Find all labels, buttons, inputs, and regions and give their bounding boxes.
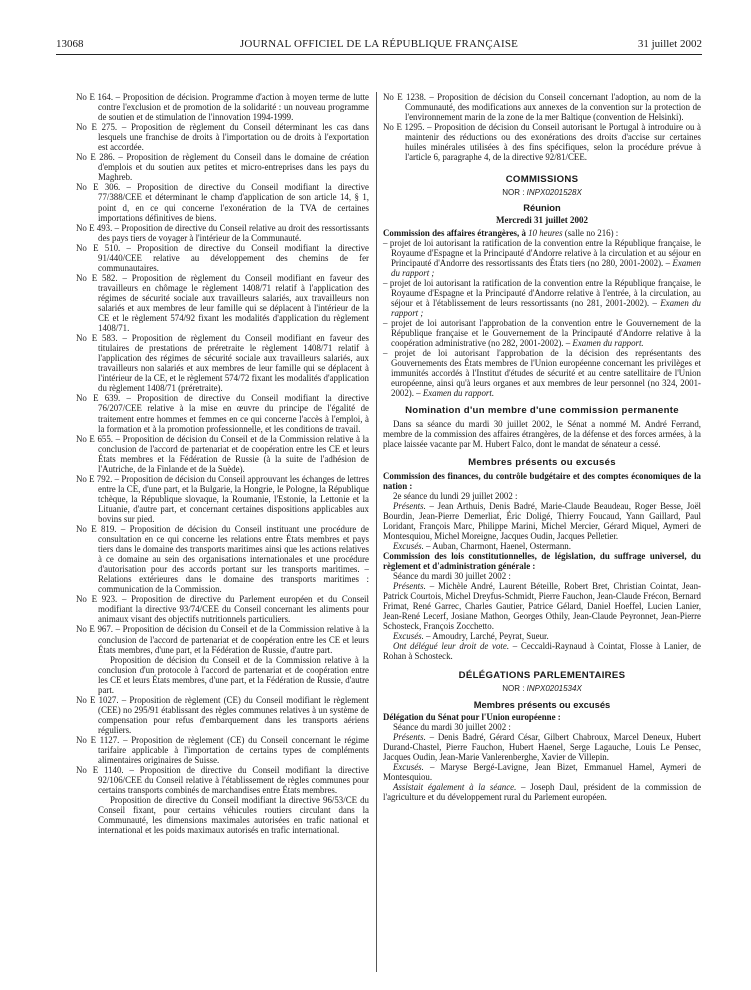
proposal-number: No E 1127. <box>76 735 120 745</box>
proposal-text: – Proposition de décision. Programme d'action à moyen terme de lutte contre l'exclusion et de promotion de la solidarité : un nouveau programme de soutien et de stimulation de l'innovation 1994-1999. <box>98 92 369 123</box>
proposal-number: No E 582. <box>76 272 118 283</box>
proposal-number: No E 655. <box>76 433 113 444</box>
proposal-number: No E 493. <box>76 222 113 233</box>
proposal-item <box>76 695 369 735</box>
membres-heading: Membres présents ou excusés <box>468 456 616 468</box>
column-divider <box>376 92 377 972</box>
lois-excuses: Excusés. – Amoudry, Larché, Peyrat, Sueur. <box>393 631 549 642</box>
issue-date: 31 juillet 2002 <box>637 38 702 50</box>
lois-presents: Présents. – Michèle André, Laurent Béteille, Robert Bret, Christian Cointat, Jean-Patrick Courtois, Michel Dreyfus-Schmidt, Pierre Fauchon, Jean-Claude Frécon, Bernard Frimat, René Garrec, Charles Gautier, Patrice Gélard, Daniel Hoeffel, Lucien Lanier, Jean-René Lecerf, Josiane Mathon, Georges Othily, Jean-Claude Peyronnet, Jean-Pierre Schosteck, François Zocchetto. <box>383 581 701 632</box>
proposal-item <box>76 152 369 182</box>
right-item-list <box>383 92 701 162</box>
proposal-text: – Proposition de décision du Conseil et de la Commission relative à la conclusion de l'accord de partenariat et de coopération entre les CE et leurs États membres et la Fédération de Russie (à la suite de l'adhésion de l'Autriche, de la Finlande et de la Suède). <box>98 433 369 474</box>
lois-seance: Séance du mardi 30 juillet 2002 : <box>393 571 511 582</box>
proposal-item <box>383 92 701 122</box>
proposal-item <box>76 735 369 765</box>
finance-commission-title: Commission des finances, du contrôle budgétaire et des comptes économiques de la nation : <box>383 470 701 491</box>
right-column <box>383 92 701 802</box>
proposal-text: – Proposition de règlement du Conseil modifiant en faveur des travailleurs en chômage le règlement 1408/71 relatif à l'application des régimes de sécurité sociale aux travailleurs salariés, aux travailleurs non salariés et aux membres de leur famille qui se déplacent à l'intérieur de la CE et le règlement 574/92 fixant les modalités d'application du règlement 1408/71. <box>98 272 369 334</box>
agenda-bullet-action: Examen du rapport ; <box>391 297 701 318</box>
proposal-number: No E 923. <box>76 594 118 605</box>
agenda-bullets <box>383 238 701 399</box>
lois-delegue: Ont délégué leur droit de vote. – Ceccaldi-Raynaud à Cointat, Flosse à Lanier, de Rohan à Schosteck. <box>383 641 701 662</box>
proposal-number: No E 1238. <box>383 92 426 102</box>
page-header <box>56 38 702 55</box>
page-number: 13068 <box>56 38 84 50</box>
proposal-number: No E 286. <box>76 152 115 163</box>
proposal-text: – Proposition de directive du Conseil modifiant la directive 91/440/CEE relative au développement des chemins de fer communautaires. <box>98 242 369 273</box>
proposal-number: No E 306. <box>76 182 121 193</box>
proposal-number: No E 819. <box>76 524 117 535</box>
proposal-item <box>76 594 369 624</box>
proposal-item <box>76 223 369 243</box>
proposal-item <box>76 273 369 333</box>
agenda-bullet <box>383 318 701 348</box>
delegation-presents: Présents. – Denis Badré, Gérard César, Gilbert Chabroux, Marcel Deneux, Hubert Durand-Chastel, Pierre Fauchon, Hubert Haenel, Serge Lagauche, Louis Le Pensec, Jacques Oudin, Jean-Marie Vanlerenberghe, Xavier de Villepin. <box>383 731 701 762</box>
proposal-item <box>76 182 369 222</box>
agenda-bullet <box>383 348 701 398</box>
lois-commission-title: Commission des lois constitutionnelles, de législation, du suffrage universel, du règlement et d'administration générale : <box>383 550 701 571</box>
delegations-nor: NOR : INPX0201534X <box>502 684 582 694</box>
proposal-number: No E 275. <box>76 122 118 133</box>
delegation-assistait: Assistait également à la séance. – Joseph Daul, président de la commission de l'agriculture et du développement rural du Parlement européen. <box>383 781 702 802</box>
proposal-item <box>76 434 369 474</box>
proposal-extra: Proposition de décision du Conseil et de la Commission relative à la conclusion d'un protocole à l'accord de partenariat et de coopération entre les CE et leurs États membres, d'une part, et la Fédération de Russie, d'autre part. <box>98 654 369 695</box>
nomination-text: Dans sa séance du mardi 30 juillet 2002, le Sénat a nommé M. André Ferrand, membre de la commission des affaires étrangères, de la défense et des forces armées, à la place laissée vacante par M. Hubert Falco, dont le mandat de sénateur a cessé. <box>383 419 701 450</box>
agenda-bullet-text: – projet de loi autorisant la ratification de la convention entre la République française, le Royaume d'Espagne et la Principauté d'Andorre relative à l'entrée, à la circulation, au séjour et à l'établissement de leurs ressortissants (no 281, 2001-2002). – <box>383 277 701 308</box>
delegations-membres-heading: Membres présents ou excusés <box>473 698 611 710</box>
proposal-text: – Proposition de règlement du Conseil déterminant les cas dans lesquels une franchise de droits à l'importation ou de droits à l'exportation est accordée. <box>98 122 369 153</box>
commissions-heading: COMMISSIONS <box>505 174 579 186</box>
proposal-text: – Proposition de directive du Conseil relative au droit des ressortissants des pays tiers de voyager à l'intérieur de la Communauté. <box>98 222 369 243</box>
proposal-item <box>383 122 701 162</box>
proposal-text: – Proposition de directive du Conseil modifiant la directive 76/207/CEE relative à la mise en œuvre du principe de l'égalité de traitement entre hommes et femmes en ce qui concerne l'accès à l'emploi, à la formation et à la promotion professionnelle, et les conditions de travail. <box>98 393 369 434</box>
proposal-number: No E 164. <box>76 92 114 102</box>
agenda-bullet-action: Examen du rapport. <box>570 338 644 349</box>
proposal-item <box>76 92 369 122</box>
nomination-heading: Nomination d'un membre d'une commission permanente <box>405 405 679 417</box>
proposal-text: – Proposition de décision du Conseil instituant une procédure de consultation en ce qui concerne les relations entre États membres et pays tiers dans le domaine des transports maritimes ainsi que les actions relatives à ce domaine au sein des organisations internationales et une procédure d'autorisation pour des accords portant sur les transports maritimes. – Relations extérieures dans le domaine des transports maritimes : communication de la Commission. <box>98 524 369 595</box>
finance-seance: 2e séance du lundi 29 juillet 2002 : <box>393 490 518 501</box>
proposal-text: – Proposition de décision du Conseil et de la Commission relative à la conclusion de l'accord de partenariat et de coopération entre les CE et leurs États membres, d'une part, et la Fédération de Russie, d'autre part. <box>98 624 369 655</box>
agenda-bullet-text: – projet de loi autorisant l'approbation de la convention entre le Gouvernement de la République française et le Gouvernement de la Principauté d'Andorre relative à la coopération administrative (no 282, 2001-2002). – <box>383 317 701 349</box>
proposal-item <box>76 624 369 654</box>
proposal-number: No E 510. <box>76 242 121 253</box>
agenda-bullet-text: – projet de loi autorisant l'approbation de la décision des représentants des Gouvernements des États membres de l'Union européenne concernant les privilèges et immunités accordés à l'Institut d'études de sécurité et au centre satellitaire de l'Union européenne, ainsi qu'à leurs organes et aux membres de leur personnel (no 324, 2001-2002). – <box>383 348 701 399</box>
proposal-extra: Proposition de directive du Conseil modifiant la directive 96/53/CE du Conseil fixant, pour certains véhicules routiers circulant dans la Communauté, les dimensions maximales autorisées en trafic national et international et les poids maximaux autorisés en trafic international. <box>98 795 369 836</box>
agenda-bullet-text: – projet de loi autorisant la ratification de la convention entre la République française, le Royaume d'Espagne et la Principauté d'Andorre relative à la circulation et au séjour en Principauté d'Andorre des ressortissants des États tiers (no 280, 2001-2002). – <box>383 237 701 268</box>
delegation-seance: Séance du mardi 30 juillet 2002 : <box>393 721 511 732</box>
reunion-heading: Réunion <box>523 202 561 214</box>
proposal-text: – Proposition de règlement du Conseil modifiant en faveur des titulaires de prestations de préretraite le règlement 1408/71 relatif à l'application des régimes de sécurité sociale aux travailleurs salariés, aux travailleurs non salariés et aux membres de leur famille qui se déplacent à l'intérieur de la CE, et le règlement 574/72 fixant les modalités d'application du règlement 1408/71 (préretraite). <box>98 333 369 394</box>
delegations-heading: DÉLÉGATIONS PARLEMENTAIRES <box>458 670 626 682</box>
left-column <box>76 92 369 835</box>
proposal-text: – Proposition de règlement (CE) du Conseil concernant le régime tarifaire applicable à l'importation de certains types de compléments alimentaires originaires de Suisse. <box>98 735 369 766</box>
proposal-item <box>76 474 369 524</box>
proposal-number: No E 1295. <box>383 122 425 133</box>
proposal-number: No E 1140. <box>76 765 124 776</box>
proposal-number: No E 967. <box>76 624 113 635</box>
finance-presents: Présents. – Jean Arthuis, Denis Badré, Marie-Claude Beaudeau, Roger Besse, Joël Bourdin, Jean-Pierre Demerliat, Éric Doligé, Thierry Foucaud, Yann Gaillard, Paul Loridant, François Marc, Philippe Marini, Michel Mercier, Gérard Miquel, Aymeri de Montesquiou, Michel Moreigne, Jacques Oudin, Jacques Pelletier. <box>383 500 701 541</box>
delegation-excuses: Excusés. – Maryse Bergé-Lavigne, Jean Bizet, Emmanuel Hamel, Aymeri de Montesquiou. <box>383 761 701 782</box>
proposal-text: – Proposition de directive du Conseil modifiant la directive 92/106/CEE du Conseil relative à l'établissement de règles communes pour certains transports combinés de marchandises entre États membres. <box>98 765 369 796</box>
proposal-item <box>76 243 369 273</box>
agenda-bullet <box>383 238 701 278</box>
proposal-text: – Proposition de règlement (CE) du Conseil modifiant le règlement (CEE) no 295/91 établissant des règles communes relatives à un système de compensation pour refus d'embarquement dans les transports aériens réguliers. <box>98 694 369 735</box>
proposal-number: No E 1027. <box>76 694 119 705</box>
reunion-date: Mercredi 31 juillet 2002 <box>496 215 588 226</box>
proposal-number: No E 639. <box>76 393 121 404</box>
journal-title: JOURNAL OFFICIEL DE LA RÉPUBLIQUE FRANÇAISE <box>239 38 519 50</box>
proposal-text: – Proposition de règlement du Conseil dans le domaine de création d'emplois et du soutien aux petites et micro-entreprises dans les pays du Maghreb. <box>98 152 369 183</box>
proposal-text: – Proposition de décision du Conseil concernant l'adoption, au nom de la Communauté, des modifications aux annexes de la convention sur la protection de l'environnement marin de la zone de la mer Baltique (convention de Helsinki). <box>405 92 701 123</box>
agenda-bullet-action: Examen du rapport ; <box>391 257 701 278</box>
proposal-item <box>76 524 369 594</box>
agenda-bullet <box>383 278 701 318</box>
proposal-item <box>76 333 369 393</box>
finance-excuses: Excusés. – Auban, Charmont, Haenel, Ostermann. <box>393 540 571 551</box>
proposal-item <box>76 765 369 795</box>
proposal-text: – Proposition de directive du Parlement européen et du Conseil modifiant la directive 93/74/CEE du Conseil concernant les aliments pour animaux visant des objectifs nutritionnels particuliers. <box>98 594 369 625</box>
delegation-title: Délégation du Sénat pour l'Union européenne : <box>383 711 561 722</box>
proposal-text: – Proposition de directive du Conseil modifiant la directive 77/388/CEE et déterminant le champ d'application de son article 14, § 1, point d, en ce qui concerne l'exonération de la TVA de certaines importations définitives de biens. <box>98 182 369 223</box>
commissions-nor: NOR : INPX0201528X <box>502 188 582 198</box>
committee-title: Commission des affaires étrangères, à 10 heures (salle no 216) : <box>383 227 619 238</box>
proposal-number: No E 792. <box>76 473 113 484</box>
proposal-number: No E 583. <box>76 333 118 344</box>
proposal-item <box>76 393 369 433</box>
proposal-text: – Proposition de décision du Conseil approuvant les échanges de lettres entre la CE, d'une part, et la Bulgarie, la Hongrie, le Pologne, la République tchèque, la République slovaque, la Roumanie, l'Estonie, la Lettonie et la Lituanie, d'autre part, et concernant certaines dispositions applicables aux bovins sur pied. <box>98 473 369 524</box>
proposal-text: – Proposition de décision du Conseil autorisant le Portugal à introduire ou à maintenir des réductions ou des exonérations des droits d'accise sur certaines huiles minérales utilisées à des fins spécifiques, selon la procédure prévue à l'article 6, paragraphe 4, de la directive 92/81/CEE. <box>405 122 701 163</box>
agenda-bullet-action: Examen du rapport. <box>420 388 495 399</box>
proposal-item <box>76 122 369 152</box>
